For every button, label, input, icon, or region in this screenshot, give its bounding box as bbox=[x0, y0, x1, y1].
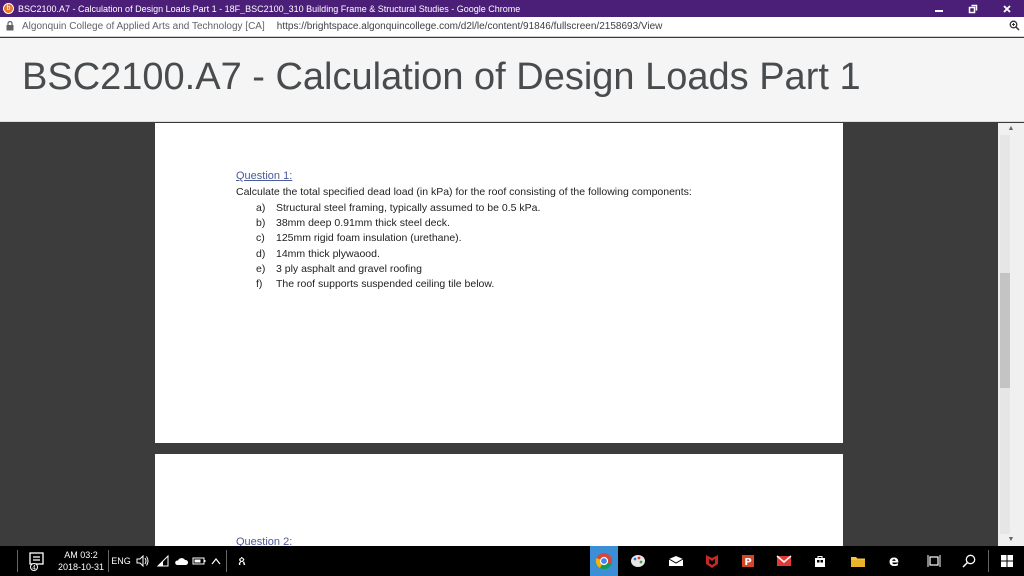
window-title: BSC2100.A7 - Calculation of Design Loads Part 1 - 18F_BSC2100_310 Building Frame & Structural Studies - Google Chrome bbox=[18, 3, 521, 14]
store-icon[interactable] bbox=[806, 546, 834, 576]
page-header bbox=[0, 38, 1024, 122]
action-center-button[interactable] bbox=[24, 546, 50, 576]
close-icon bbox=[1002, 4, 1012, 14]
minimize-icon bbox=[934, 4, 944, 14]
edge-icon[interactable] bbox=[880, 546, 908, 576]
restore-icon bbox=[968, 4, 978, 14]
vertical-scrollbar[interactable] bbox=[998, 123, 1024, 546]
windows-taskbar bbox=[0, 546, 1024, 576]
window-titlebar bbox=[0, 0, 1024, 17]
list-item: b) 38mm deep 0.91mm thick steel deck. bbox=[256, 217, 450, 230]
close-button[interactable] bbox=[990, 0, 1024, 17]
list-item: c) 125mm rigid foam insulation (urethane). bbox=[256, 232, 462, 245]
clock-date: 2018-10-31 bbox=[57, 562, 105, 572]
list-item: f) The roof supports suspended ceiling tile below. bbox=[256, 277, 495, 290]
address-bar[interactable] bbox=[0, 17, 1024, 37]
clock-time: AM 03:2 bbox=[64, 550, 98, 560]
mail-icon[interactable] bbox=[662, 546, 690, 576]
mcafee-icon[interactable] bbox=[698, 546, 726, 576]
people-icon[interactable]: ጰ bbox=[238, 553, 246, 568]
gmail-icon[interactable] bbox=[770, 546, 798, 576]
chevron-up-icon[interactable] bbox=[208, 546, 224, 576]
onedrive-icon[interactable] bbox=[172, 546, 190, 576]
file-explorer-icon[interactable] bbox=[844, 546, 872, 576]
chrome-icon[interactable] bbox=[590, 546, 618, 576]
scroll-thumb[interactable] bbox=[1000, 273, 1010, 388]
document-page-1 bbox=[155, 123, 843, 443]
powerpoint-icon[interactable] bbox=[734, 546, 762, 576]
svg-text:P: P bbox=[744, 557, 752, 568]
page-title: BSC2100.A7 - Calculation of Design Loads Part 1 bbox=[22, 56, 861, 98]
taskbar-clock[interactable] bbox=[56, 546, 106, 576]
question-1-list bbox=[256, 202, 540, 293]
lock-icon[interactable] bbox=[6, 21, 20, 33]
list-item: a) Structural steel framing, typically assumed to be 0.5 kPa. bbox=[256, 202, 541, 214]
zoom-icon[interactable] bbox=[1004, 20, 1024, 34]
scroll-up-arrow-icon[interactable]: ▲ bbox=[1007, 125, 1015, 132]
list-item: e) 3 ply asphalt and gravel roofing bbox=[256, 262, 422, 275]
paint-app-icon[interactable] bbox=[624, 546, 652, 576]
question-2-heading: Question 2: bbox=[236, 536, 293, 546]
document-page-2 bbox=[155, 454, 843, 546]
url-field[interactable]: https://brightspace.algonquincollege.com/d2l/le/content/91846/fullscreen/2158693/View bbox=[276, 21, 663, 32]
volume-icon[interactable] bbox=[133, 546, 153, 576]
site-identity[interactable]: Algonquin College of Applied Arts and Technology [CA] bbox=[22, 21, 265, 32]
action-center-icon bbox=[28, 551, 46, 571]
windows-start-icon[interactable] bbox=[992, 546, 1022, 576]
svg-text:e: e bbox=[888, 553, 900, 569]
question-1-heading: Question 1: bbox=[236, 170, 293, 182]
task-view-icon[interactable] bbox=[920, 546, 948, 576]
restore-button[interactable] bbox=[956, 0, 990, 17]
list-item: d) 14mm thick plywaood. bbox=[256, 247, 380, 260]
scroll-down-arrow-icon[interactable]: ▼ bbox=[1007, 536, 1015, 543]
language-indicator[interactable]: ENG bbox=[111, 556, 131, 566]
svg-text:4: 4 bbox=[32, 564, 36, 571]
document-viewer[interactable] bbox=[0, 123, 1024, 546]
wifi-icon[interactable] bbox=[153, 546, 173, 576]
battery-icon[interactable] bbox=[190, 546, 208, 576]
minimize-button[interactable] bbox=[922, 0, 956, 17]
brightspace-favicon-icon: b bbox=[3, 3, 14, 14]
search-icon[interactable] bbox=[955, 546, 983, 576]
question-1-body: Calculate the total specified dead load (in kPa) for the roof consisting of the following components: bbox=[236, 186, 692, 198]
